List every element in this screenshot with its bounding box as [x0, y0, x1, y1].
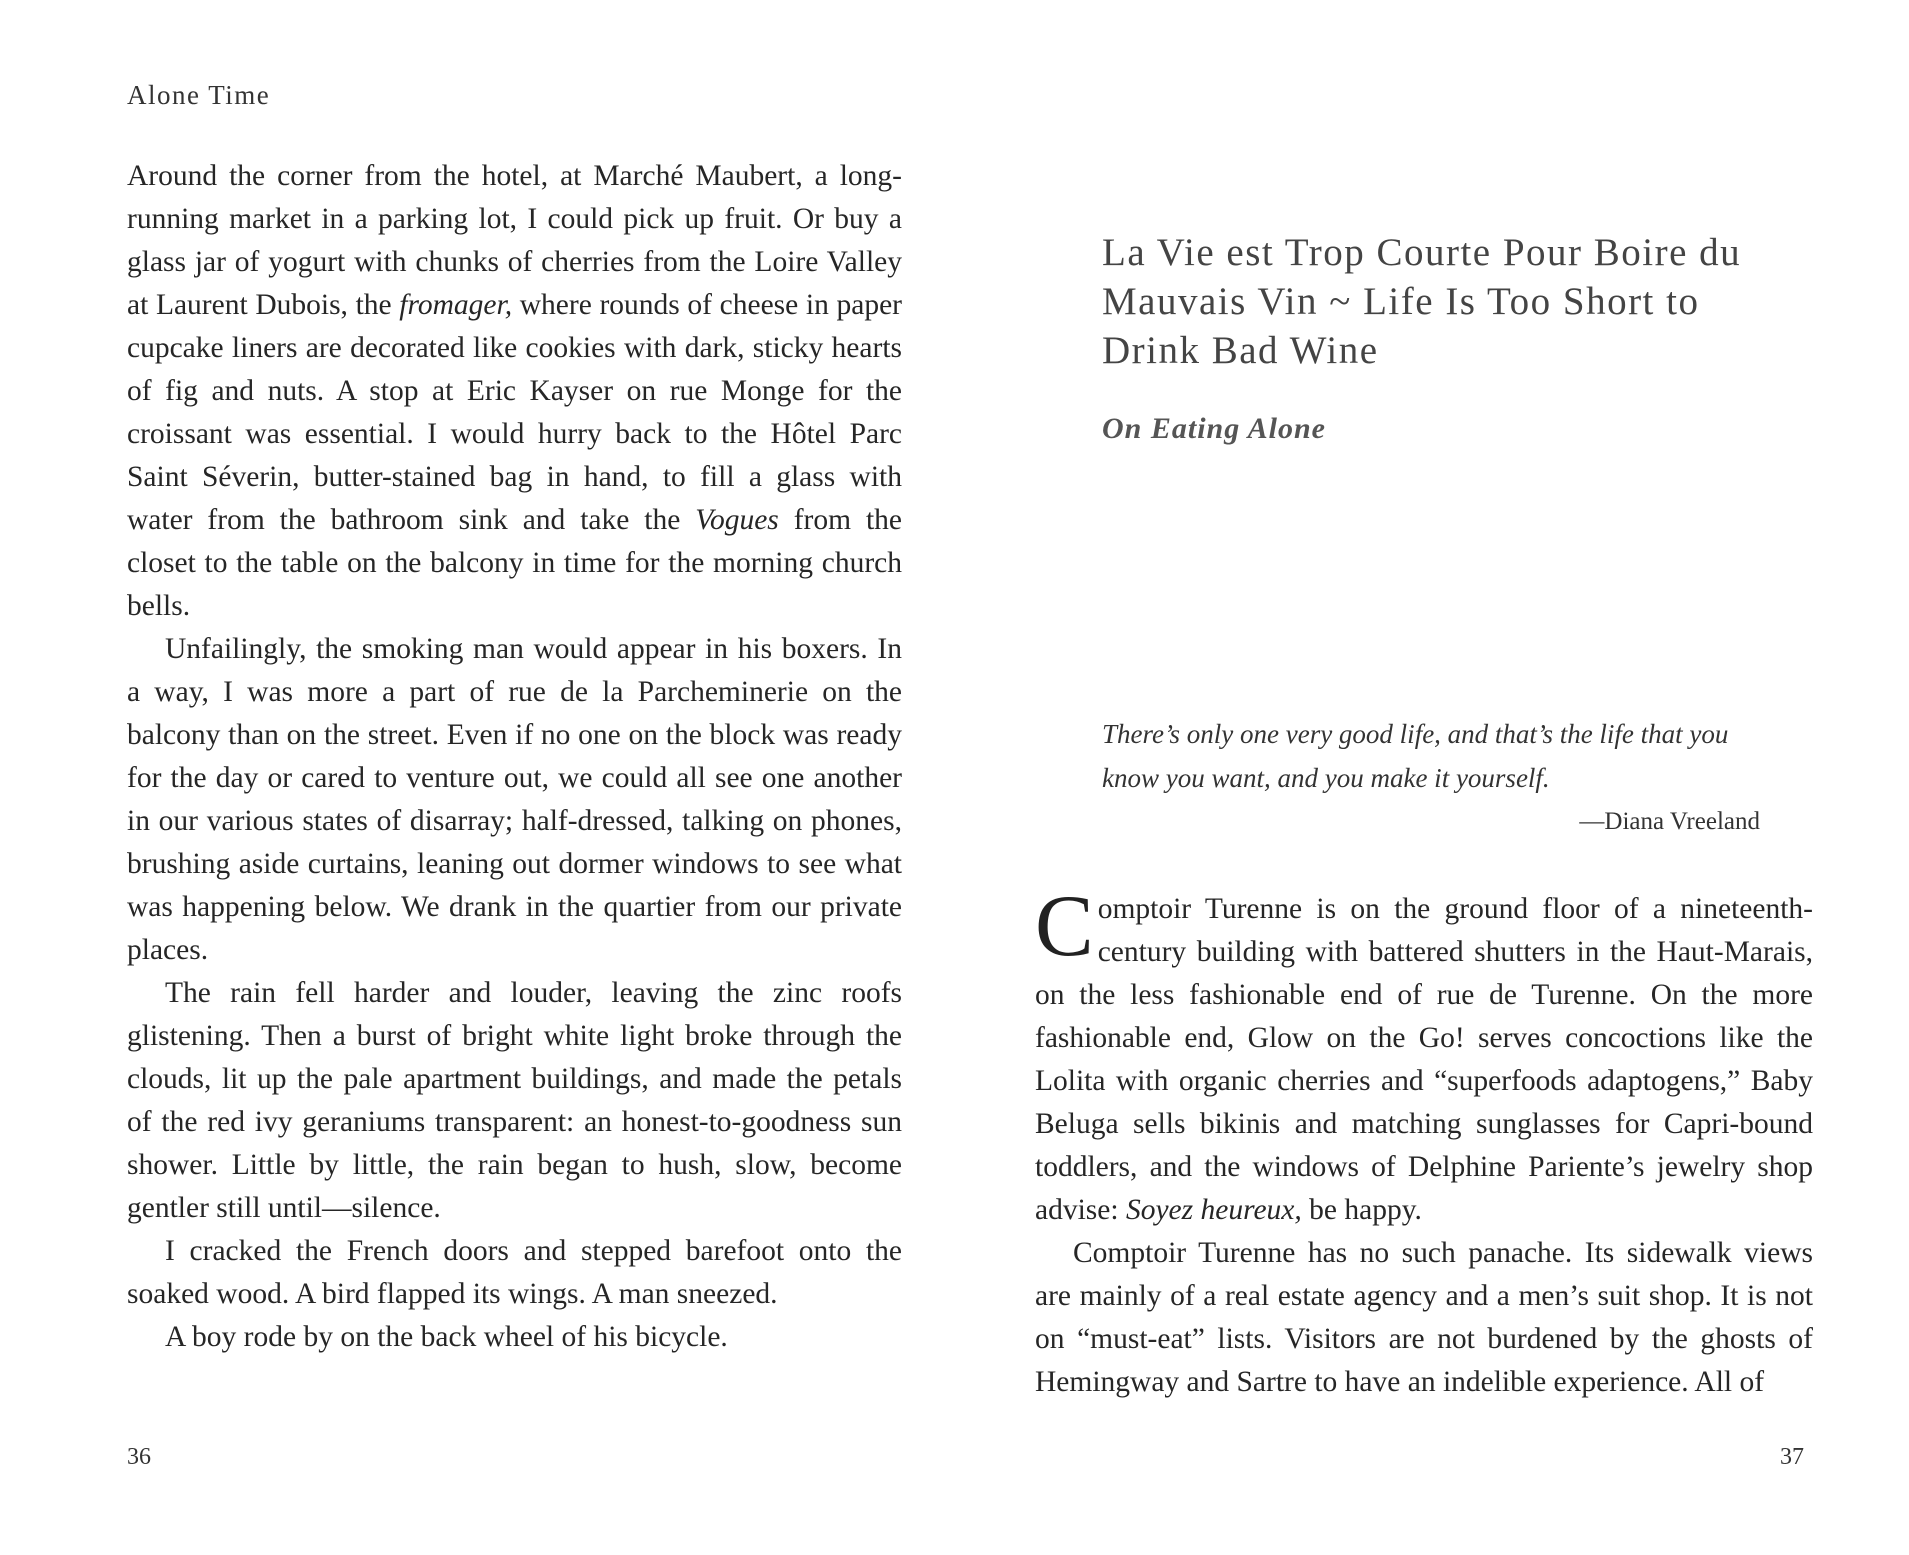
paragraph: Around the corner from the hotel, at Marché Maubert, a long-running market in a parking lot, I could pick up fruit. Or buy a glass jar of yogurt with chunks of cherries from the Loire Valley at Laurent Dubois, the fromager, where rounds of cheese in paper cupcake liners are decorated like cookies with dark, sticky hearts of fig and nuts. A stop at Eric Kayser on rue Monge for the croissant was essential. I would hurry back to the Hôtel Parc Saint Séverin, butter-stained bag in hand, to fill a glass with water from the bathroom sink and take the Vogues from the closet to the table on the balcony in time for the morning church bells. [127, 160, 902, 622]
chapter-subtitle: On Eating Alone [1102, 412, 1326, 445]
page-number: 36 [127, 1444, 151, 1470]
paragraph: The rain fell harder and louder, leaving the zinc roofs glistening. Then a burst of bright white light broke through the clouds, lit up the pale apartment buildings, and made the petals of the red ivy geraniums transparent: an honest-to-goodness sun shower. Little by little, the rain began to hush, slow, become gentler still until—silence. [127, 977, 902, 1224]
chapter-title: La Vie est Trop Courte Pour Boire du Mauvais Vin ~ Life Is Too Short to Drink Bad Wine [1102, 231, 1742, 372]
right-page-body [1035, 878, 1813, 1404]
epigraph [1102, 712, 1760, 836]
drop-cap: C [1035, 878, 1094, 975]
right-page [954, 0, 1909, 1555]
paragraph: Comptoir Turenne has no such panache. Its sidewalk views are mainly of a real estate agency and a men’s suit shop. It is not on “must-eat” lists. Visitors are not burdened by the ghosts of Hemingway and Sartre to have an indelible experience. All of [1035, 1237, 1813, 1398]
running-head: Alone Time [127, 80, 271, 110]
epigraph-quote: There’s only one very good life, and that’s the life that you know you want, and you make it yourself. [1102, 719, 1729, 793]
paragraph: Unfailingly, the smoking man would appear in his boxers. In a way, I was more a part of rue de la Parcheminerie on the balcony than on the street. Even if no one on the block was ready for the day or cared to venture out, we could all see one another in our various states of disarray; half-dressed, talking on phones, brushing aside curtains, leaning out dormer windows to see what was happening below. We drank in the quartier from our private places. [127, 633, 902, 966]
paragraph: A boy rode by on the back wheel of his bicycle. [165, 1321, 728, 1353]
paragraph: I cracked the French doors and stepped barefoot onto the soaked wood. A bird flapped its wings. A man sneezed. [127, 1235, 902, 1310]
page-number: 37 [1780, 1444, 1804, 1470]
left-page-body [127, 155, 902, 1359]
epigraph-attribution: —Diana Vreeland [1579, 808, 1760, 835]
left-page [0, 0, 954, 1555]
paragraph: Comptoir Turenne is on the ground floor of a nineteenth-century building with battered shutters in the Haut-Marais, on the less fashionable end of rue de Turenne. On the more fashionable end, Glow on the Go! serves concoctions like the Lolita with organic cherries and “superfoods adaptogens,” Baby Beluga sells bikinis and matching sunglasses for Capri-bound toddlers, and the windows of Delphine Pariente’s jewelry shop advise: Soyez heureux, be happy. [1035, 878, 1813, 1226]
